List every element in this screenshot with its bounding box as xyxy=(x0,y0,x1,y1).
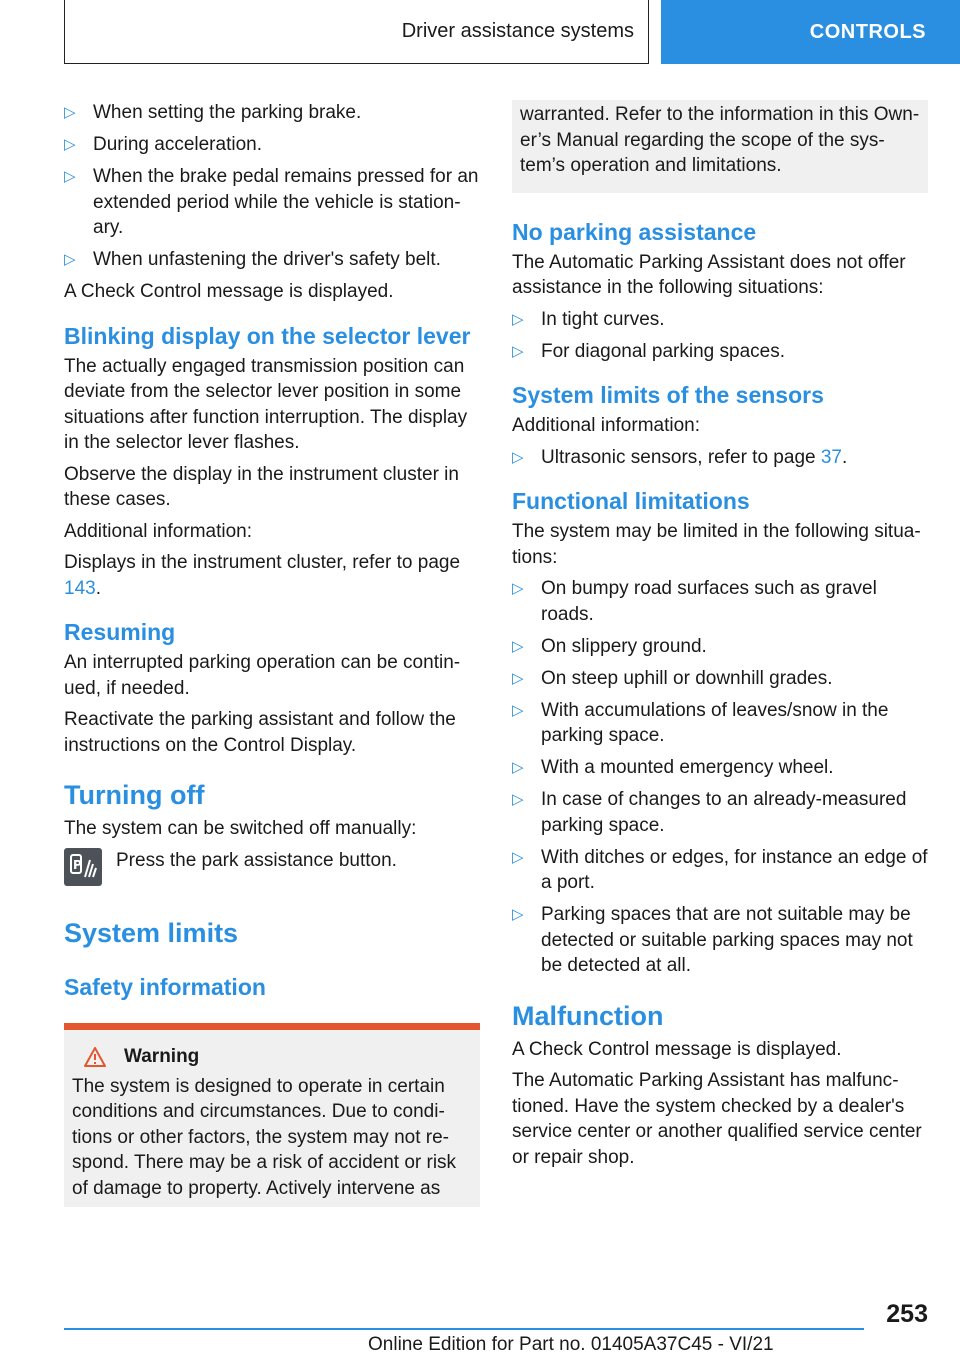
bullet-triangle-icon: ▷ xyxy=(512,759,524,776)
safety-information-heading: Safety information xyxy=(64,973,266,1000)
system-limits-heading: System limits xyxy=(64,917,239,948)
list-item: ▷ On bumpy road surfaces such as gravel roads. xyxy=(512,578,877,625)
bullet-triangle-icon: ▷ xyxy=(512,310,524,328)
page-link-143[interactable]: 143 xyxy=(64,577,96,599)
park-assist-button-icon xyxy=(64,848,102,886)
right-column xyxy=(512,100,928,1176)
list-item: ▷ On slippery ground. xyxy=(512,634,928,660)
header-section-tab xyxy=(64,0,649,64)
button-instruction xyxy=(64,848,480,886)
header-section-title: Driver assistance systems xyxy=(401,20,634,42)
warning-triangle-icon xyxy=(84,1047,106,1067)
bullet-triangle-icon: ▷ xyxy=(512,669,524,687)
bullet-triangle-icon: ▷ xyxy=(512,791,524,808)
functional-limitations-heading: Functional limitations xyxy=(512,488,750,514)
no-parking-list xyxy=(512,307,928,365)
turning-off-heading: Turning off xyxy=(64,780,205,810)
list-item: ▷ In tight curves. xyxy=(512,307,928,333)
warning-title: Warning xyxy=(72,1046,472,1068)
malfunction-heading: Malfunction xyxy=(512,1000,664,1031)
paragraph: Reactivate the parking assistant and follow the instructions on the Control Display. xyxy=(64,709,456,756)
bullet-triangle-icon: ▷ xyxy=(512,448,524,466)
paragraph: Additional information: xyxy=(64,520,252,542)
list-item: ▷ When unfastening the driver's safety belt. xyxy=(64,247,480,273)
bullet-triangle-icon: ▷ xyxy=(512,580,524,597)
bullet-triangle-icon: ▷ xyxy=(512,906,524,923)
paragraph: Additional information: xyxy=(512,415,700,436)
page-number: 253 xyxy=(886,1300,928,1328)
paragraph: The Automatic Parking Assistant has malfunctioned. Have the system checked by a dealer's service center or another qualified service center or repair shop. xyxy=(512,1070,922,1168)
warning-text: The system is designed to operate in certain conditions and circumstances. Due to conditions or other factors, the system may not respond. There may be a risk of accident or risk of damage to property. Actively intervene as xyxy=(72,1075,457,1199)
footer-divider xyxy=(64,1328,864,1330)
page-link-37[interactable]: 37 xyxy=(820,446,842,468)
functional-limitations-list xyxy=(512,576,928,979)
blinking-display-heading: Blinking display on the selector lever xyxy=(64,322,471,349)
resuming-heading: Resuming xyxy=(64,619,176,645)
bullet-triangle-icon: ▷ xyxy=(512,637,524,655)
bullet-triangle-icon: ▷ xyxy=(512,701,524,719)
left-column xyxy=(64,100,480,1207)
paragraph: The Automatic Parking Assistant does not offer assistance in the following situations: xyxy=(512,251,906,298)
edition-text: Online Edition for Part no. 01405A37C45 - VI/21 xyxy=(368,1334,774,1355)
no-parking-assistance-heading: No parking assistance xyxy=(512,218,757,245)
warning-box-continued xyxy=(512,100,928,193)
header-chapter-tab[interactable] xyxy=(661,0,960,64)
paragraph: The actually engaged transmission position can deviate from the selector lever position in some situations after function interruption. The display in the selector lever flashes. xyxy=(64,355,468,453)
warning-text-continued: warranted. Refer to the information in this Owner’s Manual regarding the scope of the system’s operation and limitations. xyxy=(520,104,920,176)
list-item: ▷ In case of changes to an already-measured parking space. xyxy=(512,789,907,836)
check-control-text: A Check Control message is displayed. xyxy=(64,281,394,302)
sensor-list xyxy=(512,445,928,471)
paragraph: Observe the display in the instrument cluster in these cases. xyxy=(64,463,459,510)
list-item: ▷ When the brake pedal remains pressed for an extended period while the vehicle is stationary. xyxy=(64,166,479,238)
paragraph: The system may be limited in the following situations: xyxy=(512,521,921,568)
warning-box xyxy=(64,1023,480,1208)
svg-text:P: P xyxy=(73,857,82,872)
bullet-triangle-icon: ▷ xyxy=(512,848,524,866)
list-item: ▷ When setting the parking brake. xyxy=(64,100,480,126)
bullet-triangle-icon: ▷ xyxy=(512,342,524,360)
list-item: ▷ Parking spaces that are not suitable may be detected or suitable parking spaces may not be detected at all. xyxy=(512,904,913,976)
bullet-triangle-icon: ▷ xyxy=(64,104,76,121)
condition-list xyxy=(64,100,480,273)
list-item: ▷ On steep uphill or downhill grades. xyxy=(512,666,928,692)
bullet-triangle-icon: ▷ xyxy=(64,136,76,153)
list-item: ▷ With accumulations of leaves/snow in the parking space. xyxy=(512,699,889,746)
bullet-triangle-icon: ▷ xyxy=(64,168,76,185)
header-chapter-title: CONTROLS xyxy=(809,20,926,43)
sensor-limits-heading: System limits of the sensors xyxy=(512,382,824,408)
list-item: ▷ For diagonal parking spaces. xyxy=(512,339,928,365)
list-item: ▷ Ultrasonic sensors, refer to page 37. xyxy=(512,445,928,471)
button-instruction-text: Press the park assistance button. xyxy=(116,849,397,871)
paragraph: An interrupted parking operation can be continued, if needed. xyxy=(64,652,461,699)
paragraph: The system can be switched off manually: xyxy=(64,818,417,839)
list-item: ▷ During acceleration. xyxy=(64,132,480,158)
list-item: ▷ With a mounted emergency wheel. xyxy=(512,755,928,781)
list-item: ▷ With ditches or edges, for instance an edge of a port. xyxy=(512,846,928,893)
paragraph: Displays in the instrument cluster, refer to page 143. xyxy=(64,552,461,599)
bullet-triangle-icon: ▷ xyxy=(64,251,76,268)
paragraph: A Check Control message is displayed. xyxy=(512,1038,842,1060)
